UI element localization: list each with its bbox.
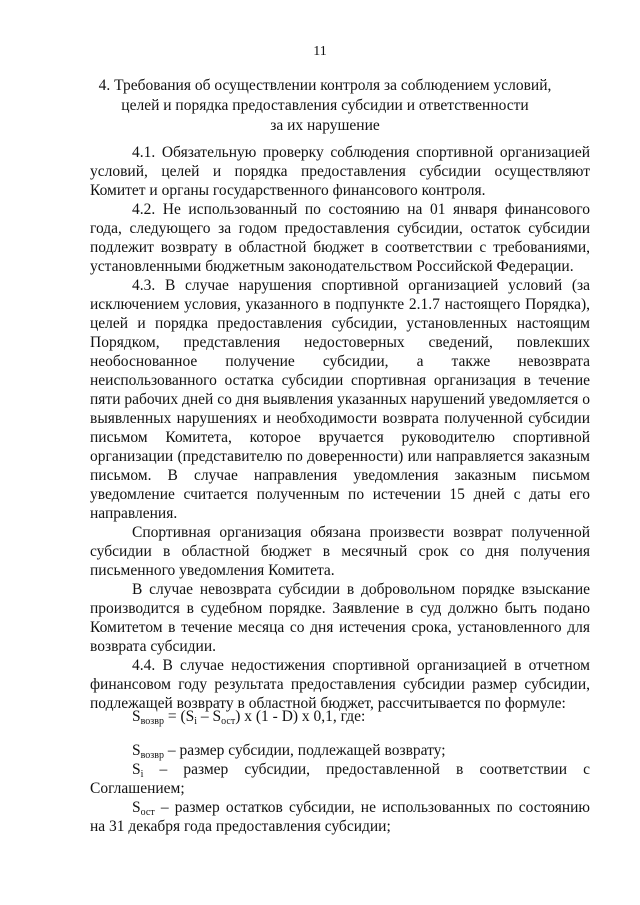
paragraph-4-3-return: Спортивная организация обязана произвести возврат полученной субсидии в областной бюджет в месячный срок со дня получения письменного уведомления Комитета. — [90, 524, 590, 579]
paragraph-4-3-court: В случае невозврата субсидии в добровольном порядке взыскание производится в судебном порядке. Заявление в суд должно быть подано Комитетом в течение месяца со дня истечения срока, установленного для возврата субсидии. — [90, 581, 590, 655]
paragraph-4-4: 4.4. В случае недостижения спортивной организацией в отчетном финансовом году результата предоставления субсидии размер субсидии, подлежащей возврату в областной бюджет, рассчитывается по формуле: — [90, 657, 590, 712]
paragraph-4-1: 4.1. Обязательную проверку соблюдения спортивной организацией условий, целей и порядка предоставления субсидии осуществляют Комитет и органы государственного финансового контроля. — [90, 144, 590, 199]
paragraph-4-3: 4.3. В случае нарушения спортивной организацией условий (за исключением условия, указанного в подпункте 2.1.7 настоящего Порядка), целей и порядка предоставления субсидии, установленных настоящим Порядком, представления недостоверных сведений, повлекших необоснованное получение субсидии, а также невозврата неиспользованного остатка субсидии спортивная организация в течение пяти рабочих дней со дня выявления указанных нарушений уведомляется о выявленных нарушениях и необходимости возврата полученной субсидии письмом Комитета, которое вручается руководителю спортивной организации (представителю по доверенности) или направляется заказным письмом. В случае направления уведомления заказным письмом уведомление считается полученным по истечении 15 дней с даты его направления. — [90, 277, 590, 522]
definition-s-vozvr: $S_{возвр}$ – размер субсидии, подлежащей возврату; — [132, 742, 446, 761]
definition-s-i: $S_i$ – размер субсидии, предоставленной в соответствии с Соглашением; — [90, 761, 590, 797]
paragraph-4-2: 4.2. Не использованный по состоянию на 01 января финансового года, следующего за годом предоставления субсидии, остаток субсидии подлежит возврату в областной бюджет в соответствии с требованиями, установленными бюджетным законодательством Российской Федерации. — [90, 201, 590, 275]
definition-s-ost: $S_{ост}$ – размер остатков субсидии, не использованных по состоянию на 31 декабря года предоставления субсидии; — [90, 799, 590, 835]
section-title-line-1: 4. Требования об осуществлении контроля за соблюдением условий, — [98, 77, 552, 94]
section-title-line-2: целей и порядка предоставления субсидии и ответственности — [121, 97, 529, 114]
return-formula: $S_{возвр} = (S_i - S_{ост})$ x (1 - D) x 0,1, где: — [132, 708, 366, 727]
section-title — [95, 76, 555, 136]
page-number: 11 — [313, 44, 327, 59]
body-text-upper — [90, 143, 590, 713]
section-title-line-3: за их нарушение — [270, 117, 380, 134]
definitions-list — [90, 741, 590, 836]
